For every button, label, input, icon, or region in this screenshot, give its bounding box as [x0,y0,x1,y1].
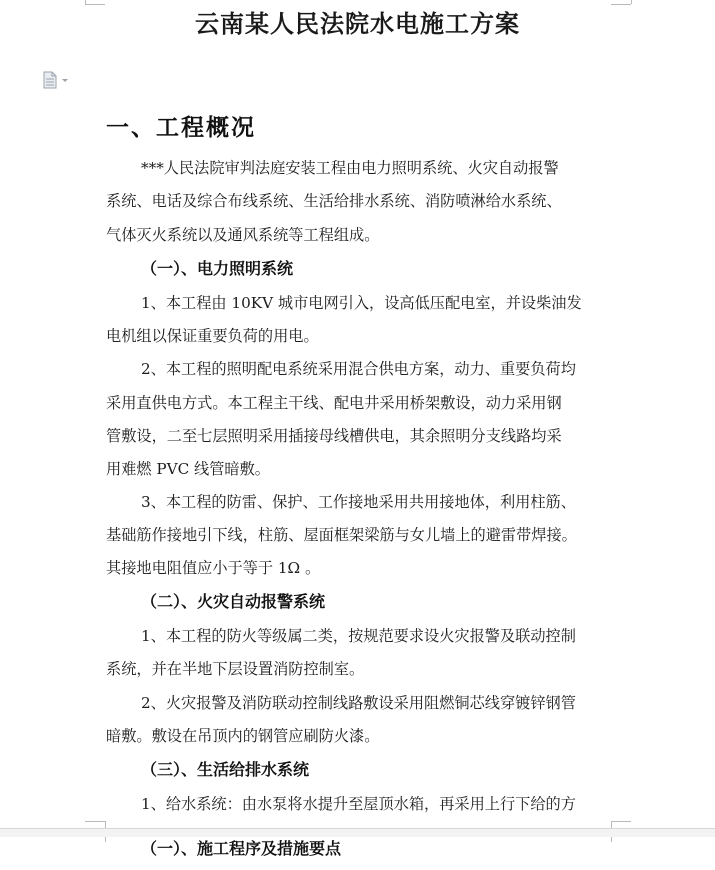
paragraph-line: 其接地电阻值应小于等于 1Ω 。 [106,559,321,577]
paragraph-line: 系统、电话及综合布线系统、生活给排水系统、消防喷淋给水系统、 [106,192,562,210]
subsection-heading-fire-alarm: （二）、火灾自动报警系统 [141,592,326,611]
paragraph-line: 1、本工程的防火等级属二类，按规范要求设火灾报警及联动控制 [141,627,576,645]
dropdown-arrow-icon [62,79,68,82]
subsection-heading-lighting: （一）、电力照明系统 [141,259,294,278]
subsection-heading-water: （三）、生活给排水系统 [141,760,310,779]
paragraph-line: 用难燃 PVC 线管暗敷。 [106,460,270,478]
crop-mark-bottom-right-h [611,821,631,822]
paragraph-line: 2、本工程的照明配电系统采用混合供电方案，动力、重要负荷均 [141,360,576,378]
section-heading-overview: 一、工程概况 [106,115,256,141]
paragraph-line: 系统，并在半地下层设置消防控制室。 [106,660,365,678]
paragraph-line: 电机组以保证重要负荷的用电。 [106,327,319,345]
paragraph-line: 气体灭火系统以及通风系统等工程组成。 [106,226,380,244]
paragraph-line: 暗敷。敷设在吊顶内的钢管应刷防火漆。 [106,727,380,745]
paragraph-line: 1、本工程由 10KV 城市电网引入，设高低压配电室，并设柴油发 [141,294,582,312]
paragraph-line: 采用直供电方式。本工程主干线、配电井采用桥架敷设，动力采用钢 [106,394,562,412]
crop-mark-bottom-right-v [611,821,612,828]
next-page-heading: （一）、施工程序及措施要点 [141,839,342,858]
paragraph-line: 管敷设，二至七层照明采用插接母线槽供电，其余照明分支线路均采 [106,427,562,445]
crop-mark-bottom-left-v [105,821,106,828]
paragraph-line: 1、给水系统：由水泵将水提升至屋顶水箱，再采用上行下给的方 [141,795,576,813]
document-title: 云南某人民法院水电施工方案 [195,10,520,38]
paragraph-line: 基础筋作接地引下线，柱筋、屋面框架梁筋与女儿墙上的避雷带焊接。 [106,526,577,544]
document-icon-graphic [43,71,71,89]
paragraph-line: 3、本工程的防雷、保护、工作接地采用共用接地体，利用柱筋、 [141,493,576,511]
paragraph-line: ***人民法院审判法庭安装工程由电力照明系统、火灾自动报警 [141,159,559,177]
page-gap [0,829,715,837]
document-icon[interactable] [43,71,71,89]
crop-mark-bottom-left-h [85,821,105,822]
paragraph-line: 2、火灾报警及消防联动控制线路敷设采用阻燃铜芯线穿镀锌钢管 [141,694,576,712]
